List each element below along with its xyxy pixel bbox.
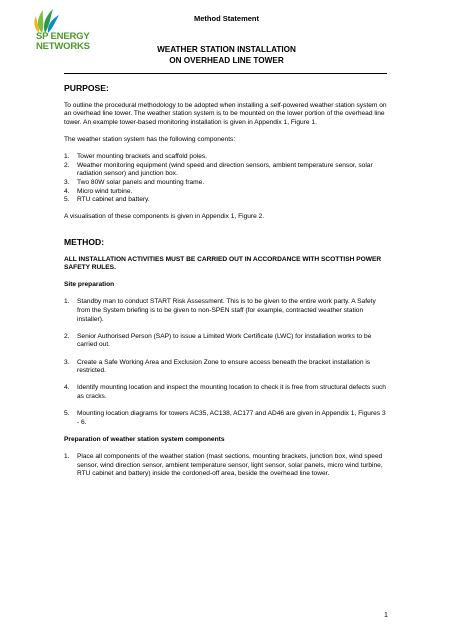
- list-number: 4.: [64, 187, 70, 195]
- list-item: [64, 196, 389, 205]
- purpose-paragraph: To outline the procedural methodology to be adopted when installing a self-powered weather station system on an overhead line tower. The weather station system is to be mounted on the lower portion of the overhead line tower. An example tower-based monitoring installation is given in Appendix 1, Figure 1.: [64, 101, 387, 126]
- list-number: 1.: [64, 453, 70, 461]
- site-preparation-heading: Site preparation: [64, 281, 115, 289]
- safety-warning: ALL INSTALLATION ACTIVITIES MUST BE CARRIED OUT IN ACCORDANCE WITH SCOTTISH POWER SAFETY RULES.: [64, 255, 382, 272]
- logo-line-1: SP ENERGY: [36, 31, 90, 42]
- list-text: Identify mounting location and inspect the mounting location to check it is free from structural defects such as cracks.: [77, 384, 386, 400]
- list-number: 1.: [64, 298, 70, 306]
- purpose-heading: PURPOSE:: [64, 83, 109, 93]
- list-item: [64, 188, 389, 197]
- list-item: [64, 410, 389, 427]
- list-text: Standby man to conduct START Risk Assessment. This is to be given to the entire work party. A Safety from the System briefing is to be given to non-SPEN staff (for example, contracted weather station installer).: [77, 298, 376, 323]
- list-number: 5.: [64, 196, 70, 204]
- list-text: Micro wind turbine.: [77, 187, 133, 195]
- header-divider: [64, 73, 387, 74]
- list-number: 2.: [64, 332, 70, 340]
- logo-line-2: NETWORKS: [36, 41, 90, 52]
- title-line-1: WEATHER STATION INSTALLATION: [157, 45, 296, 54]
- list-item: [64, 453, 389, 479]
- list-item: [64, 179, 389, 188]
- document-body: [64, 84, 389, 488]
- site-preparation-list: [64, 298, 389, 427]
- document-type: Method Statement: [193, 14, 259, 23]
- list-text: Mounting location diagrams for towers AC35, AC138, AC177 and AD46 are given in Appendix 1, Figures 3 - 6.: [77, 410, 386, 426]
- list-text: Two 80W solar panels and mounting frame.: [77, 178, 205, 186]
- list-number: 5.: [64, 410, 70, 418]
- list-item: [64, 333, 389, 350]
- list-text: Senior Authorised Person (SAP) to issue a Limited Work Certificate (LWC) for installation works to be carried out.: [77, 332, 372, 349]
- components-intro: The weather station system has the following components:: [64, 135, 236, 143]
- list-item: [64, 384, 389, 401]
- list-item: [64, 153, 389, 162]
- list-text: Create a Safe Working Area and Exclusion Zone to ensure access beneath the bracket installation is restricted.: [77, 358, 371, 375]
- list-number: 3.: [64, 358, 70, 366]
- list-item: [64, 162, 389, 179]
- title-line-2: ON OVERHEAD LINE TOWER: [169, 56, 284, 65]
- document-title: [0, 41, 453, 66]
- preparation-components-heading: Preparation of weather station system components: [64, 435, 225, 443]
- list-item: [64, 359, 389, 376]
- list-number: 1.: [64, 153, 70, 161]
- list-text: RTU cabinet and battery.: [77, 196, 150, 204]
- list-number: 4.: [64, 384, 70, 392]
- preparation-components-list: [64, 453, 389, 479]
- list-number: 2.: [64, 161, 70, 169]
- components-list: [64, 153, 389, 205]
- page-number: 1: [384, 612, 388, 619]
- list-text: Weather monitoring equipment (wind speed and direction sensors, ambient temperature sensor, solar radiation sensor) and junction box.: [77, 161, 373, 178]
- visualisation-note: A visualisation of these components is given in Appendix 1, Figure 2.: [64, 213, 265, 221]
- list-number: 3.: [64, 178, 70, 186]
- list-item: [64, 298, 389, 324]
- method-heading: METHOD:: [64, 236, 105, 247]
- list-text: Tower mounting brackets and scaffold poles.: [77, 153, 207, 161]
- list-text: Place all components of the weather station (mast sections, mounting brackets, junction box, wind speed sensor, wind direction sensor, ambient temperature sensor, light sensor, solar panels, micro wind turbine, RTU cabinet and battery) inside the cordoned-off area, beside the overhead line tower.: [77, 453, 383, 478]
